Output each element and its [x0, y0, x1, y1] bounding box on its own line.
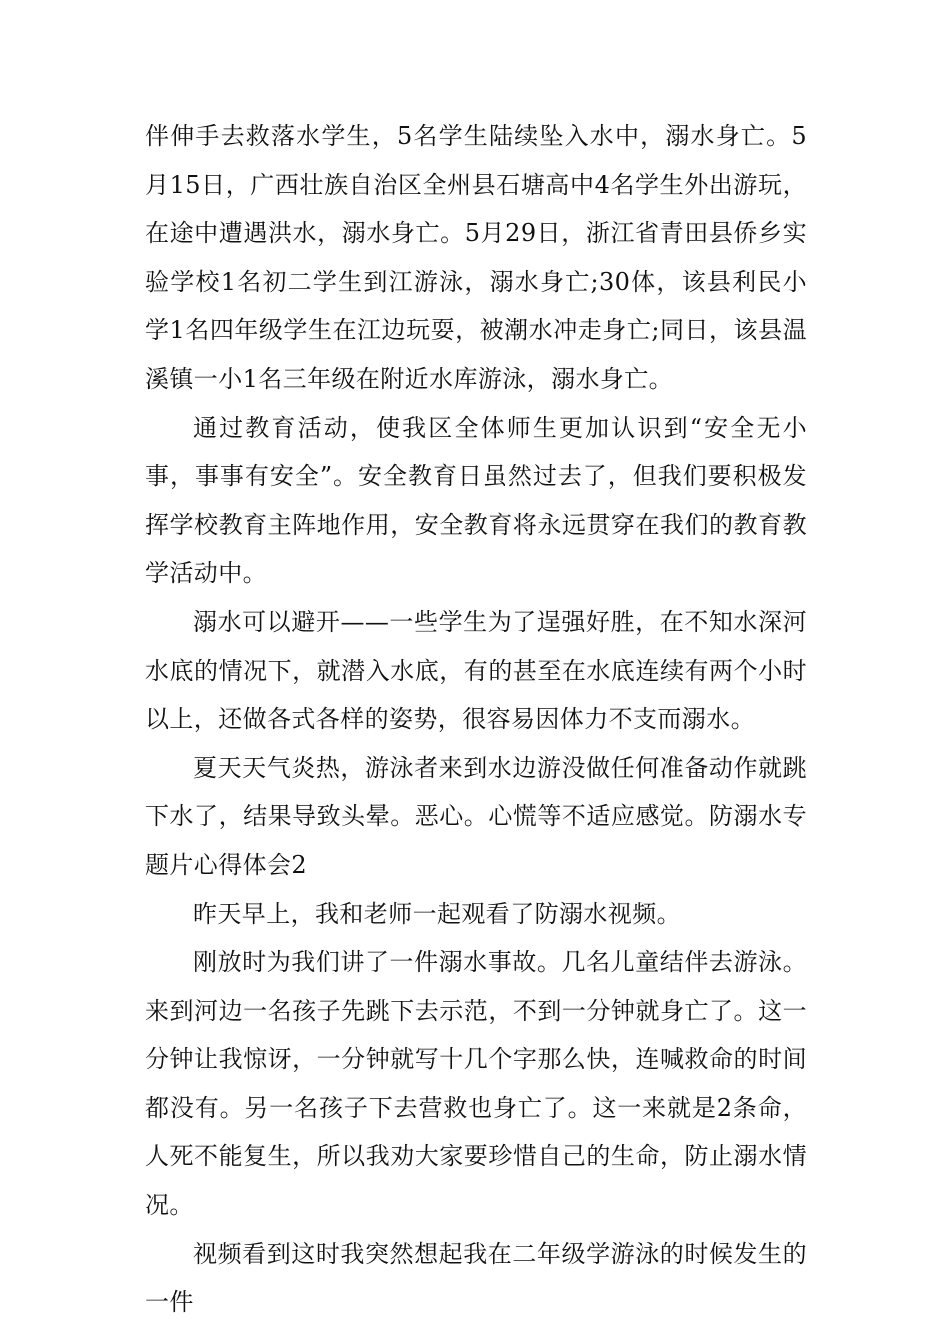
paragraph-continued: 伴伸手去救落水学生，5名学生陆续坠入水中，溺水身亡。5月15日，广西壮族自治区全州县石塘高中4名学生外出游玩，在途中遭遇洪水，溺水身亡。5月29日，浙江省青田县侨乡实验学校1名初二学生到江游泳，溺水身亡;30体，该县利民小学1名四年级学生在江边玩耍，被潮水冲走身亡;同日，该县温溪镇一小1名三年级在附近水库游泳，溺水身亡。	[145, 122, 807, 393]
paragraph-avoid-drowning: 溺水可以避开——一些学生为了逞强好胜，在不知水深河水底的情况下，就潜入水底，有的甚至在水底连续有两个小时以上，还做各式各样的姿势，很容易因体力不支而溺水。	[145, 607, 807, 734]
paragraph-watched-video: 昨天早上，我和老师一起观看了防溺水视频。	[193, 899, 681, 928]
paragraph-summer-heat: 夏天天气炎热，游泳者来到水边游没做任何准备动作就跳下水了，结果导致头晕。恶心。心慌等不适应感觉。防溺水专题片心得体会2	[145, 753, 807, 879]
paragraph-memory: 视频看到这时我突然想起我在二年级学游泳的时候发生的一件	[145, 1239, 807, 1317]
document-body	[145, 112, 807, 1327]
paragraph-accident-story: 刚放时为我们讲了一件溺水事故。几名儿童结伴去游泳。来到河边一名孩子先跳下去示范，不到一分钟就身亡了。这一分钟让我惊讶，一分钟就写十几个字那么快，连喊救命的时间都没有。另一名孩子下去营救也身亡了。这一来就是2条命，人死不能复生，所以我劝大家要珍惜自己的生命，防止溺水情况。	[145, 948, 807, 1220]
paragraph-safety-education: 通过教育活动，使我区全体师生更加认识到“安全无小事，事事有安全”。安全教育日虽然过去了，但我们要积极发挥学校教育主阵地作用，安全教育将永远贯穿在我们的教育教学活动中。	[145, 413, 807, 588]
